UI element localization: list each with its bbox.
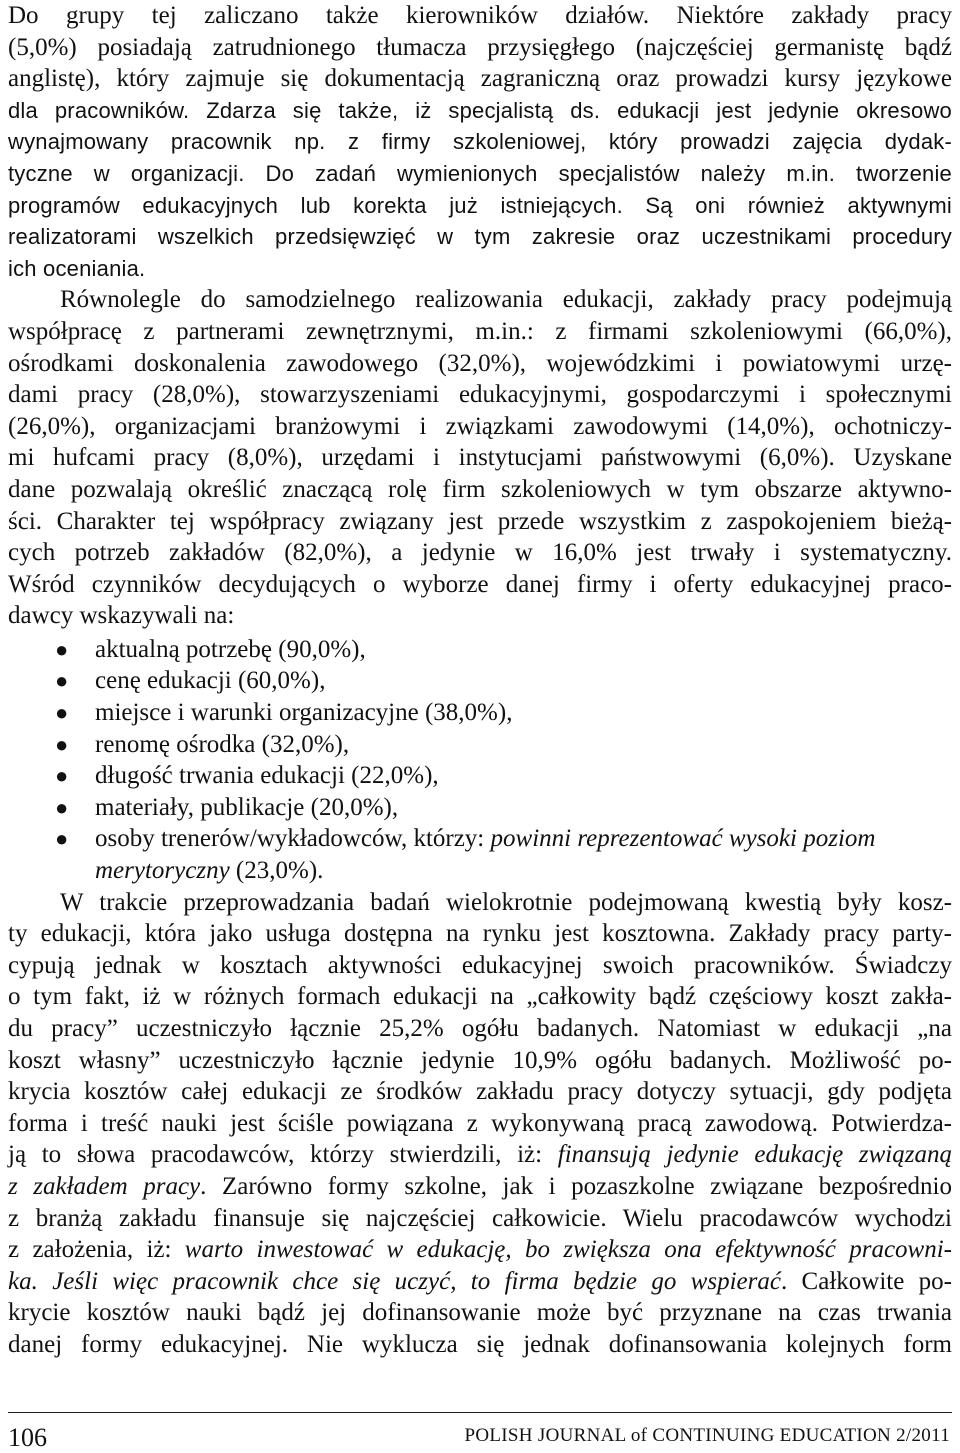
journal-title: POLISH JOURNAL of CONTINUING EDUCATION 2/2011 (464, 1425, 950, 1446)
p2-line-11: dawcy wskazywali na: (8, 602, 235, 630)
p1-line-4: dla pracowników. Zdarza się także, iż specjalistą ds. edukacji jest jedynie okresowo (8, 97, 952, 123)
page-number: 106 (8, 1423, 47, 1452)
p1-line-2: (5,0%) posiadają zatrudnionego tłumacza przysięgłego (najczęściej germanistę bądź (8, 33, 952, 61)
body-text (8, 0, 952, 1361)
list-item: ● aktualną potrzebę (90,0%), (8, 634, 952, 666)
p3-line-8: forma i treść nauki jest ściśle powiązana z wykonywaną pracą zawodową. Potwierdza- (8, 1109, 952, 1137)
page-footer (8, 1412, 952, 1452)
bullet-icon: ● (55, 826, 69, 852)
p2-line-4: dami pracy (28,0%), stowarzyszeniami edukacyjnymi, gospodarczymi i społecznymi (8, 381, 952, 409)
p1-line-1: Do grupy tej zaliczano także kierowników działów. Niektóre zakłady pracy (8, 2, 952, 29)
p3-line-6: koszt własny” uczestniczyło łącznie jedynie 10,9% ogółu badanych. Możliwość po- (8, 1046, 952, 1074)
p2-line-5: (26,0%), organizacjami branżowymi i związkami zawodowymi (14,0%), ochotniczy- (8, 412, 952, 440)
bullet-icon: ● (55, 700, 69, 726)
p3-line-9: ją to słowa pracodawców, którzy stwierdzili, iż: finansują jedynie edukację związaną (8, 1141, 952, 1169)
p2-line-6: mi hufcami pracy (8,0%), urzędami i instytucjami państwowymi (6,0%). Uzyskane (8, 444, 952, 472)
p3-line-11: z branżą zakładu finansuje się najczęściej całkowicie. Wielu pracodawców wychodzi (8, 1204, 952, 1232)
italic-quote: finansują jedynie edukację związaną (557, 1141, 952, 1169)
p2-line-7: dane pozwalają określić znaczącą rolę firm szkoleniowych w tym obszarze aktywno- (8, 475, 952, 503)
p2-line-8: ści. Charakter tej współpracy związany jest przede wszystkim z zaspokojeniem bieżą- (8, 507, 952, 535)
p2-line-10: Wśród czynników decydujących o wyborze danej firmy i oferty edukacyjnej praco- (8, 570, 952, 598)
list-item: ● materiały, publikacje (20,0%), (8, 792, 952, 824)
list-item: ● długość trwania edukacji (22,0%), (8, 760, 952, 792)
italic-quote: merytoryczny (95, 857, 230, 885)
document-page (8, 0, 952, 1361)
p3-line-12: z założenia, iż: warto inwestować w edukację, bo zwiększa ona efektywność pracowni- (8, 1236, 952, 1264)
list-item: ● miejsce i warunki organizacyjne (38,0%), (8, 697, 952, 729)
italic-quote: powinni reprezentować wysoki poziom (490, 825, 876, 853)
bullet-icon: ● (55, 668, 69, 694)
list-item: ● cenę edukacji (60,0%), (8, 665, 952, 697)
list-item: ● renomę ośrodka (32,0%), (8, 729, 952, 761)
factors-list (8, 634, 952, 887)
p3-line-2: ty edukacji, która jako usługa dostępna na rynku jest kosztowna. Zakłady pracy party- (8, 920, 952, 948)
p3-line-4: o tym fakt, iż w różnych formach edukacji na „całkowity bądź częściowy koszt zakła- (8, 983, 952, 1011)
p1-line-7: programów edukacyjnych lub korekta już istniejących. Są oni również aktywnymi (8, 192, 952, 218)
bullet-icon: ● (55, 636, 69, 662)
p2-line-2: współpracę z partnerami zewnętrznymi, m.in.: z firmami szkoleniowymi (66,0%), (8, 317, 952, 345)
p2-line-9: cych potrzeb zakładów (82,0%), a jedynie w 16,0% jest trwały i systematyczny. (8, 539, 952, 567)
p1-line-6: tyczne w organizacji. Do zadań wymienionych specjalistów należy m.in. tworzenie (8, 160, 952, 186)
p3-line-15: danej formy edukacyjnej. Nie wyklucza się jednak dofinansowania kolejnych form (8, 1330, 952, 1358)
bullet-icon: ● (55, 763, 69, 789)
p1-line-8: realizatorami wszelkich przedsięwzięć w tym zakresie oraz uczestnikami procedury (8, 224, 952, 250)
p1-line-3: anglistę), który zajmuje się dokumentacją zagraniczną oraz prowadzi kursy językowe (8, 65, 952, 93)
bullet-icon: ● (55, 794, 69, 820)
bullet-icon: ● (55, 731, 69, 757)
p3-line-3: cypują jednak w kosztach aktywności edukacyjnej swoich pracowników. Świadczy (8, 951, 952, 979)
p1-line-9: ich oceniania. (8, 255, 146, 281)
p3-line-13: ka. Jeśli więc pracownik chce się uczyć, to firma będzie go wspierać. Całkowite po- (8, 1267, 952, 1295)
p2-line-3: ośrodkami doskonalenia zawodowego (32,0%), wojewódzkimi i powiatowymi urzę- (8, 349, 952, 377)
italic-quote: warto inwestować w edukację, bo zwiększa ona efektywność pracowni- (184, 1236, 952, 1264)
p3-line-5: du pracy” uczestniczyło łącznie 25,2% ogółu badanych. Natomiast w edukacji „na (8, 1015, 952, 1042)
p3-line-10: z zakładem pracy. Zarówno formy szkolne, jak i pozaszkolne związane bezpośrednio (8, 1172, 952, 1200)
p1-line-5: wynajmowany pracownik np. z firmy szkoleniowej, który prowadzi zajęcia dydak- (8, 129, 952, 155)
list-item: ● osoby trenerów/wykładowców, którzy: powinni reprezentować wysoki poziom merytoryczny (23,0%). (55, 825, 876, 885)
italic-quote: z zakładem pracy (8, 1172, 201, 1200)
italic-quote: ka. Jeśli więc pracownik chce się uczyć, to firma będzie go wspierać (8, 1267, 781, 1295)
p3-line-1: W trakcie przeprowadzania badań wielokrotnie podejmowaną kwestią były kosz- (60, 888, 952, 916)
p3-line-14: krycie kosztów nauki bądź jej dofinansowanie może być przyznane na czas trwania (8, 1299, 952, 1327)
p3-line-7: krycia kosztów całej edukacji ze środków zakładu pracy dotyczy sytuacji, gdy podjęta (8, 1078, 952, 1106)
p2-line-1: Równolegle do samodzielnego realizowania edukacji, zakłady pracy podejmują (60, 286, 952, 314)
